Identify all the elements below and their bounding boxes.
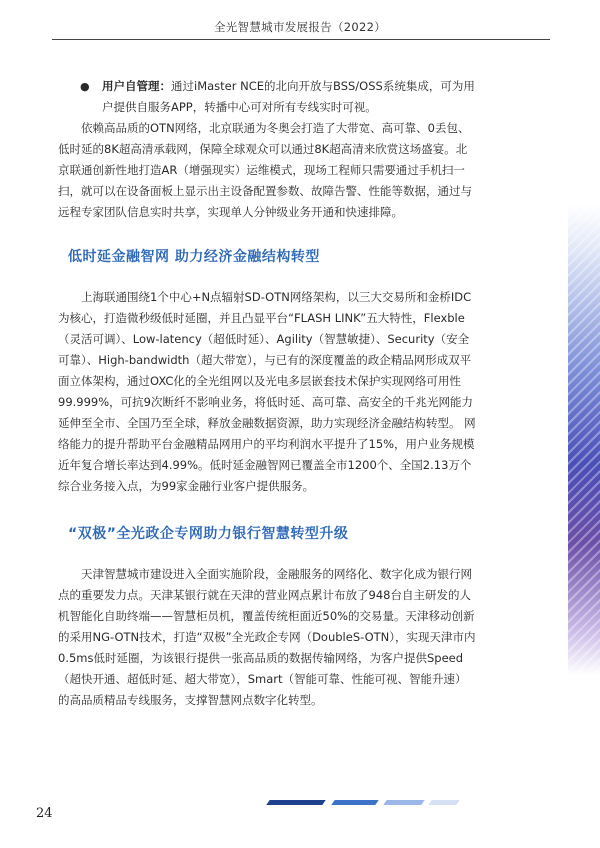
bullet-dot-icon: ● xyxy=(80,80,90,93)
footer-bar xyxy=(428,800,460,805)
section-heading-financial-network: 低时延金融智网 助力经济金融结构转型 xyxy=(68,249,320,265)
section-paragraph-financial-network: 上海联通围绕1个中心+N点辐射SD-OTN网络架构，以三大交易所和金桥IDC为核心，打造微秒级低时延圈，并且凸显平台“FLASH LINK”五大特性，Flexble（灵活可调）、Low-latency（超低时延）、Agility（智慧敏捷）、Security（安全可靠）、High-bandwidth（超大带宽），与已有的深度覆盖的政企精品网形成双平面立体架构，通过OXC化的全光组网以及光电多层嵌套技术保护实现网络可用性99.999%，可抗9次断纤不影响业务，将低时延、高可靠、高安全的千兆光网能力延伸至全市、全国乃至全球，释放金融数据资源，助力实现经济金融结构转型。 网络能力的提升帮助平台金融精品网用户的平均利润水平提升了15%，用户业务规模近年复合增长率达到4.99%。低时延金融智网已覆盖全市1200个、全国2.13万个综合业务接入点，为99家金融行业客户提供服务。 xyxy=(58,290,476,493)
section-paragraph-bank-network: 天津智慧城市建设进入全面实施阶段，金融服务的网络化、数字化成为银行网点的重要发力点。天津某银行就在天津的营业网点累计布放了948台自主研发的人机智能化自助终端——智慧柜员机，覆盖传统柜面近50%的交易量。天津移动创新的采用NG-OTN技术，打造“双极”全光政企专网（DoubleS-OTN），实现天津市内0.5ms低时延圈，为该银行提供一张高品质的数据传输网络，为客户提供Speed（超快开通、超低时延、超大带宽），Smart（智能可靠、性能可视、智能升速）的高品质精品专线服务，支撑智慧网点数字化转型。 xyxy=(58,567,476,707)
intro-paragraph: 依赖高品质的OTN网络，北京联通为冬奥会打造了大带宽、高可靠、0丢包、低时延的8K超高清承载网，保障全球观众可以通过8K超高清来欣赏这场盛宴。北京联通创新性地打造AR（增强现实）运维模式，现场工程师只需要通过手机扫一扫，就可以在设备面板上显示出主设备配置参数、故障告警、性能等数据，通过与远程专家团队信息实时共享，实现单人分钟级业务开通和快速排障。 xyxy=(58,121,472,219)
report-title: 全光智慧城市发展报告（2022） xyxy=(213,20,387,34)
page-number: 24 xyxy=(36,806,53,821)
footer-bar xyxy=(383,800,425,805)
header-divider xyxy=(52,39,550,40)
footer-bar xyxy=(331,800,379,805)
section-heading-bank-network: “双极”全光政企专网助力银行智慧转型升级 xyxy=(68,526,349,542)
main-content xyxy=(58,76,476,711)
bullet-text: 通过iMaster NCE的北向开放与BSS/OSS系统集成，可为用户提供自服务APP，转播中心可对所有专线实时可视。 xyxy=(102,79,475,114)
bullet-item xyxy=(58,76,476,118)
decorative-side-image xyxy=(568,205,600,675)
bullet-title: 用户自管理： xyxy=(102,79,171,93)
footer-bar xyxy=(266,800,326,805)
footer-decoration xyxy=(0,796,600,812)
